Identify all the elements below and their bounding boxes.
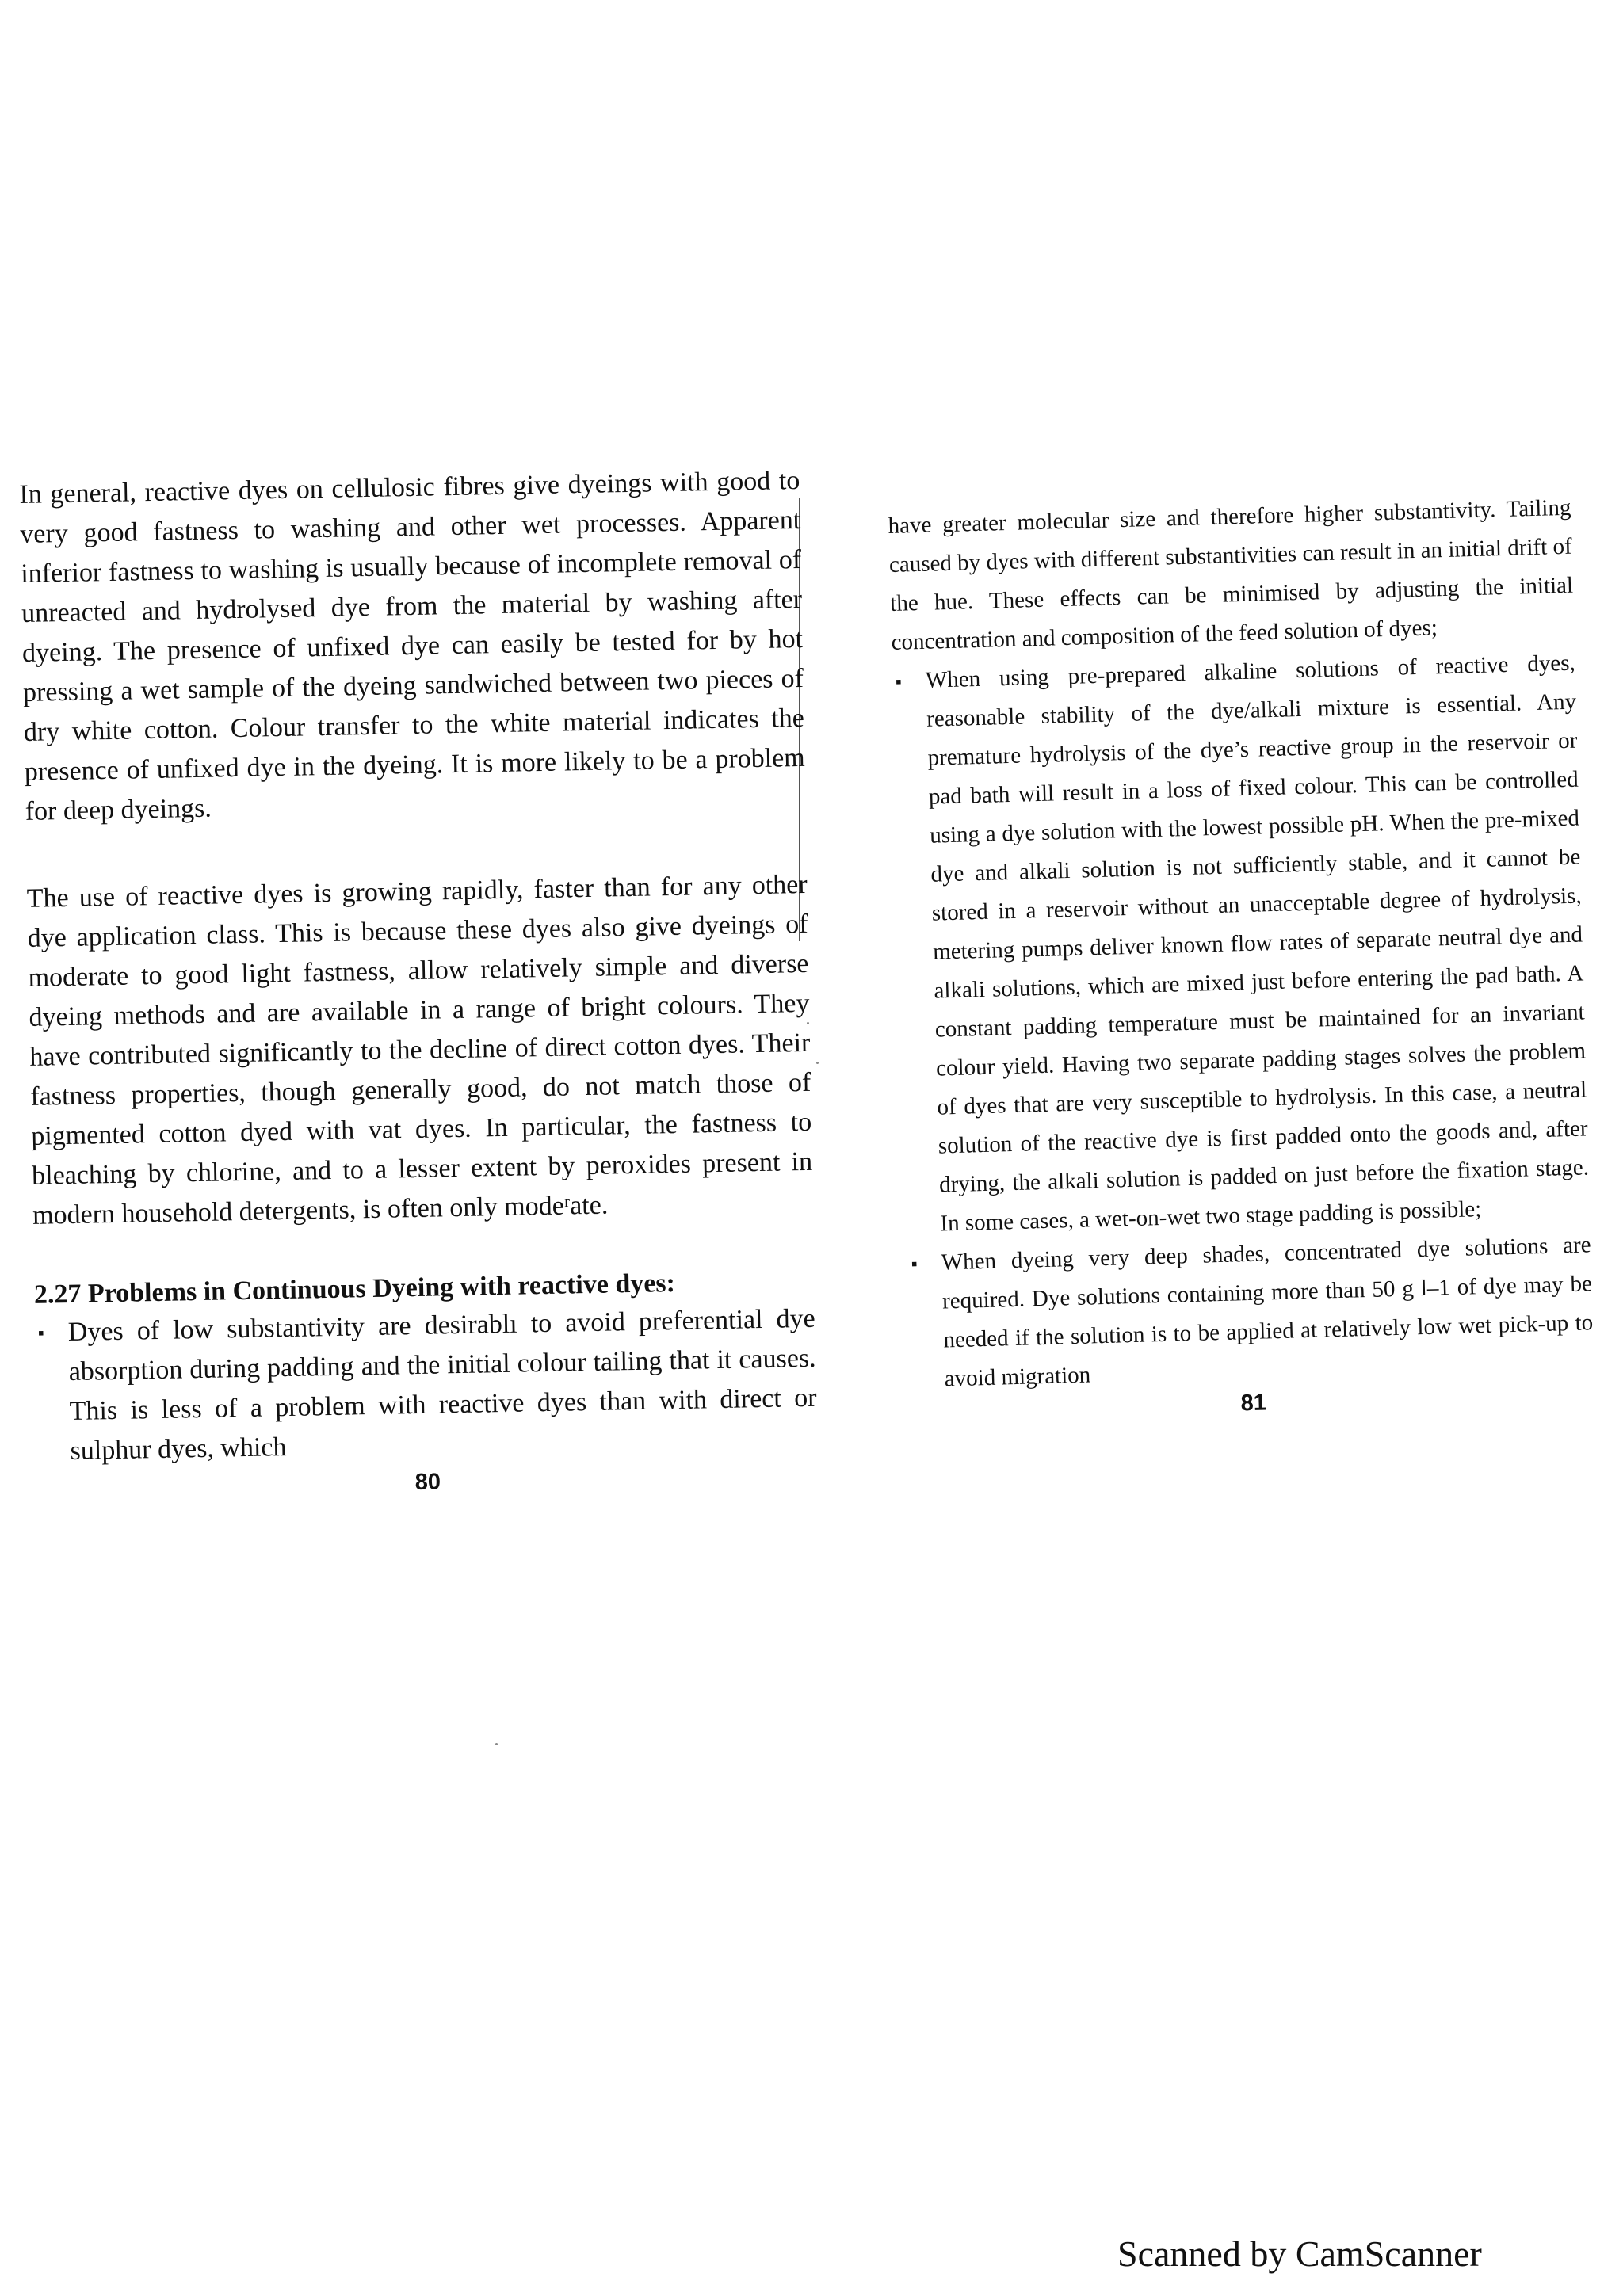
section-heading: 2.27 Problems in Continuous Dyeing with reactive dyes: bbox=[33, 1268, 676, 1310]
scan-speck bbox=[816, 1062, 819, 1064]
bullet-icon: ▪ bbox=[37, 1322, 44, 1343]
right-continuation-text: have greater molecular size and therefore higher substantivity. Tailing caused by dyes with different substantivities can result in an initial drift of the hue. These effects can be minimised by adjusting the initial concentration and composition of the feed solution of dyes; bbox=[888, 494, 1574, 655]
list-item bbox=[907, 1226, 1594, 1399]
bullet-text: When using pre-prepared alkaline solutions of reactive dyes, reasonable stability of the dye/alkali mixture is essential. Any premature hydrolysis of the dye’s reactive group in the reservoir or pad bath will result in a loss of fixed colour. This can be controlled using a dye solution with the lowest possible pH. When the pre-mixed dye and alkali solution is not sufficiently stable, and it cannot be stored in a reservoir without an unacceptable degree of hydrolysis, metering pumps deliver known flow rates of separate neutral dye and alkali solutions, which are mixed just before entering the pad bath. A constant padding temperature must be maintained for an invariant colour yield. Having two separate padding stages solves the problem of dyes that are very susceptible to hydrolysis. In this case, a neutral solution of the reactive dye is first padded onto the goods and, after drying, the alkali solution is padded on just before the fixation stage. In some cases, a wet-on-wet two stage padding is possible; bbox=[925, 650, 1590, 1237]
list-item bbox=[34, 1299, 817, 1472]
bullet-icon: ▪ bbox=[911, 1253, 918, 1274]
left-paragraph-2: The use of reactive dyes is growing rapidly, faster than for any other dye application class. This is because these dyes also give dyeings of moderate to good light fastness, allow relatively simple and diverse dyeing methods and are available in a range of bright colours. They have contributed significantly to the decline of direct cotton dyes. Their fastness properties, though generally good, do not match those of pigmented cotton dyed with vat dyes. In particular, the fastness to bleaching by chlorine, and to a lesser extent by peroxides present in modern household detergents, is often only modeʳate. bbox=[26, 869, 813, 1230]
list-item bbox=[892, 644, 1591, 1245]
page-number-left: 80 bbox=[414, 1469, 441, 1496]
left-paragraph-1: In general, reactive dyes on cellulosic fibres give dyeings with good to very good fastness to washing and other wet processes. Apparent inferior fastness to washing is usually because of incomplete removal of unreacted and hydrolysed dye from the material by washing after dyeing. The presence of unfixed dye can easily be tested for by hot pressing a wet sample of the dyeing sandwiched between two pieces of dry white cotton. Colour transfer to the white material indicates the presence of unfixed dye in the dyeing. It is more likely to be a problem for deep dyeings. bbox=[19, 465, 806, 826]
bullet-icon: ▪ bbox=[895, 671, 903, 692]
page-number-right: 81 bbox=[1240, 1390, 1267, 1417]
left-bullet-list bbox=[34, 1299, 817, 1472]
left-page bbox=[19, 461, 822, 1695]
right-bullet-list bbox=[892, 644, 1594, 1400]
right-page bbox=[888, 489, 1602, 1672]
scan-speck bbox=[495, 1743, 498, 1745]
scanner-watermark: Scanned by CamScanner bbox=[1117, 2233, 1482, 2274]
bullet-text: When dyeing very deep shades, concentrated dye solutions are required. Dye solutions containing more than 50 g l–1 of dye may be needed if the solution is to be applied at relatively low wet pick-up to avoid migration bbox=[941, 1232, 1594, 1392]
bullet-text: Dyes of low substantivity are desirablı to avoid preferential dye absorption during padding and the initial colour tailing that it causes. This is less of a problem with reactive dyes than with direct or sulphur dyes, which bbox=[67, 1303, 817, 1466]
